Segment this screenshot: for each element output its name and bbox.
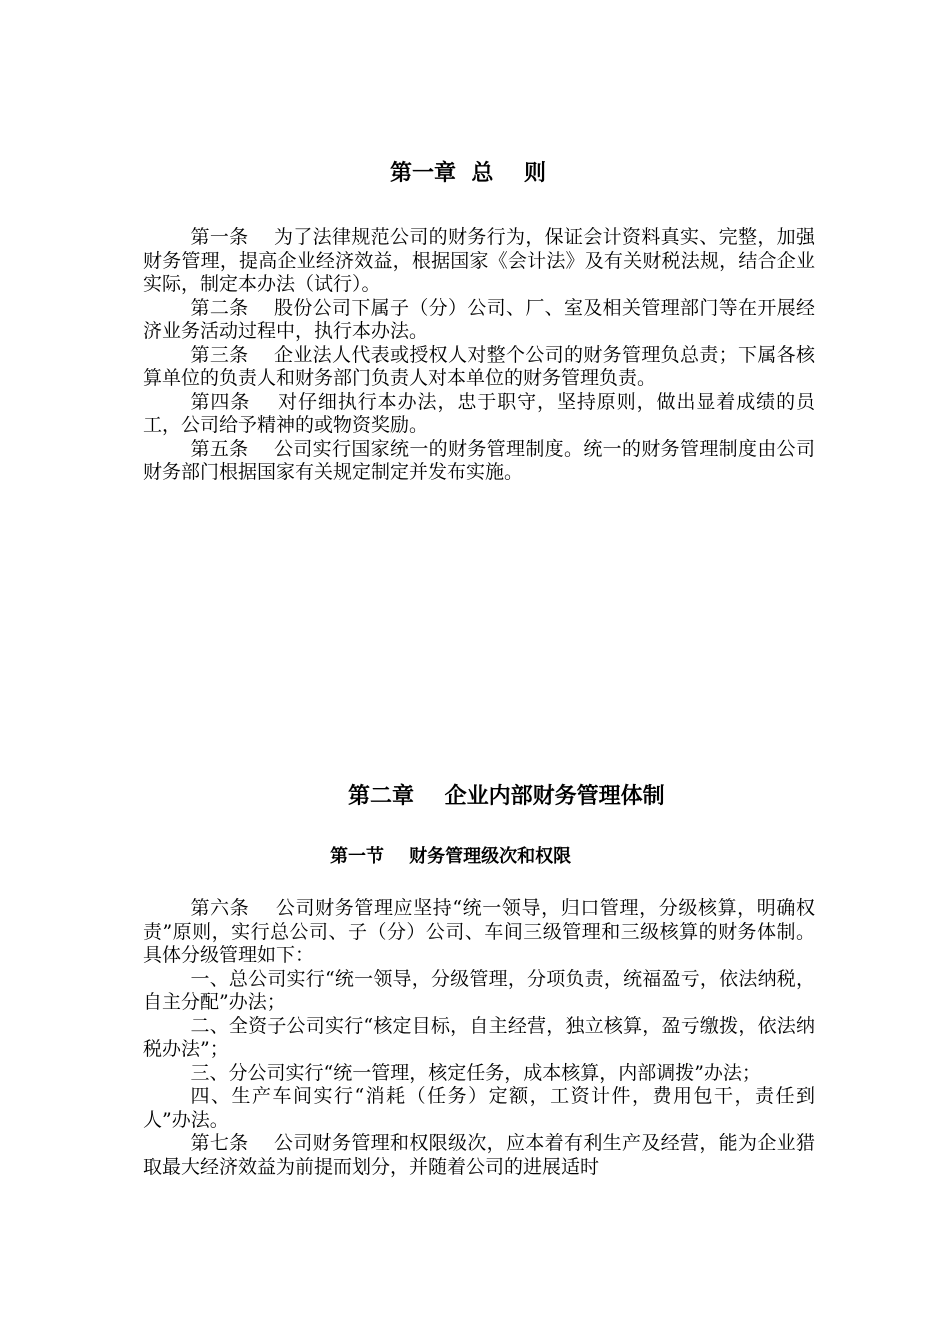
article-5: 第五条 公司实行国家统一的财务管理制度。统一的财务管理制度由公司财务部门根据国家有关规定制定并发布实施。: [143, 437, 815, 483]
article-4: 第四条 对仔细执行本办法，忠于职守，坚持原则，做出显着成绩的员工，公司给予精神的或物资奖励。: [143, 390, 815, 436]
article-6: 第六条 公司财务管理应坚持“统一领导，归口管理，分级核算，明确权责”原则，实行总公司、子（分）公司、车间三级管理和三级核算的财务体制。具体分级管理如下：: [143, 897, 815, 966]
section-1-title: 第一节 财务管理级次和权限: [330, 846, 572, 867]
article-6-item-2: 二、全资子公司实行“核定目标，自主经营，独立核算，盈亏缴拨，依法纳税办法”；: [143, 1014, 815, 1060]
chapter-2-body: [143, 897, 815, 1179]
article-1: 第一条 为了法律规范公司的财务行为，保证会计资料真实、完整，加强财务管理，提高企业经济效益，根据国家《会计法》及有关财税法规，结合企业实际，制定本办法（试行）。: [143, 226, 815, 295]
article-3: 第三条 企业法人代表或授权人对整个公司的财务管理负总责；下属各核算单位的负责人和财务部门负责人对本单位的财务管理负责。: [143, 343, 815, 389]
article-6-item-3: 三、分公司实行“统一管理，核定任务，成本核算，内部调拨”办法；: [190, 1061, 761, 1084]
chapter-1-title: 第一章 总 则: [390, 161, 546, 186]
article-2: 第二条 股份公司下属子（分）公司、厂、室及相关管理部门等在开展经济业务活动过程中，执行本办法。: [143, 296, 815, 342]
chapter-2-title: 第二章 企业内部财务管理体制: [348, 784, 665, 809]
article-6-item-1: 一、总公司实行“统一领导，分级管理，分项负责，统福盈亏，依法纳税，自主分配”办法；: [143, 967, 815, 1013]
chapter-1-body: [143, 226, 815, 485]
article-7: 第七条 公司财务管理和权限级次，应本着有利生产及经营，能为企业猎取最大经济效益为前提而划分，并随着公司的进展适时: [143, 1132, 815, 1178]
article-6-item-4: 四、生产车间实行“消耗（任务）定额，工资计件，费用包干，责任到人”办法。: [143, 1085, 815, 1131]
